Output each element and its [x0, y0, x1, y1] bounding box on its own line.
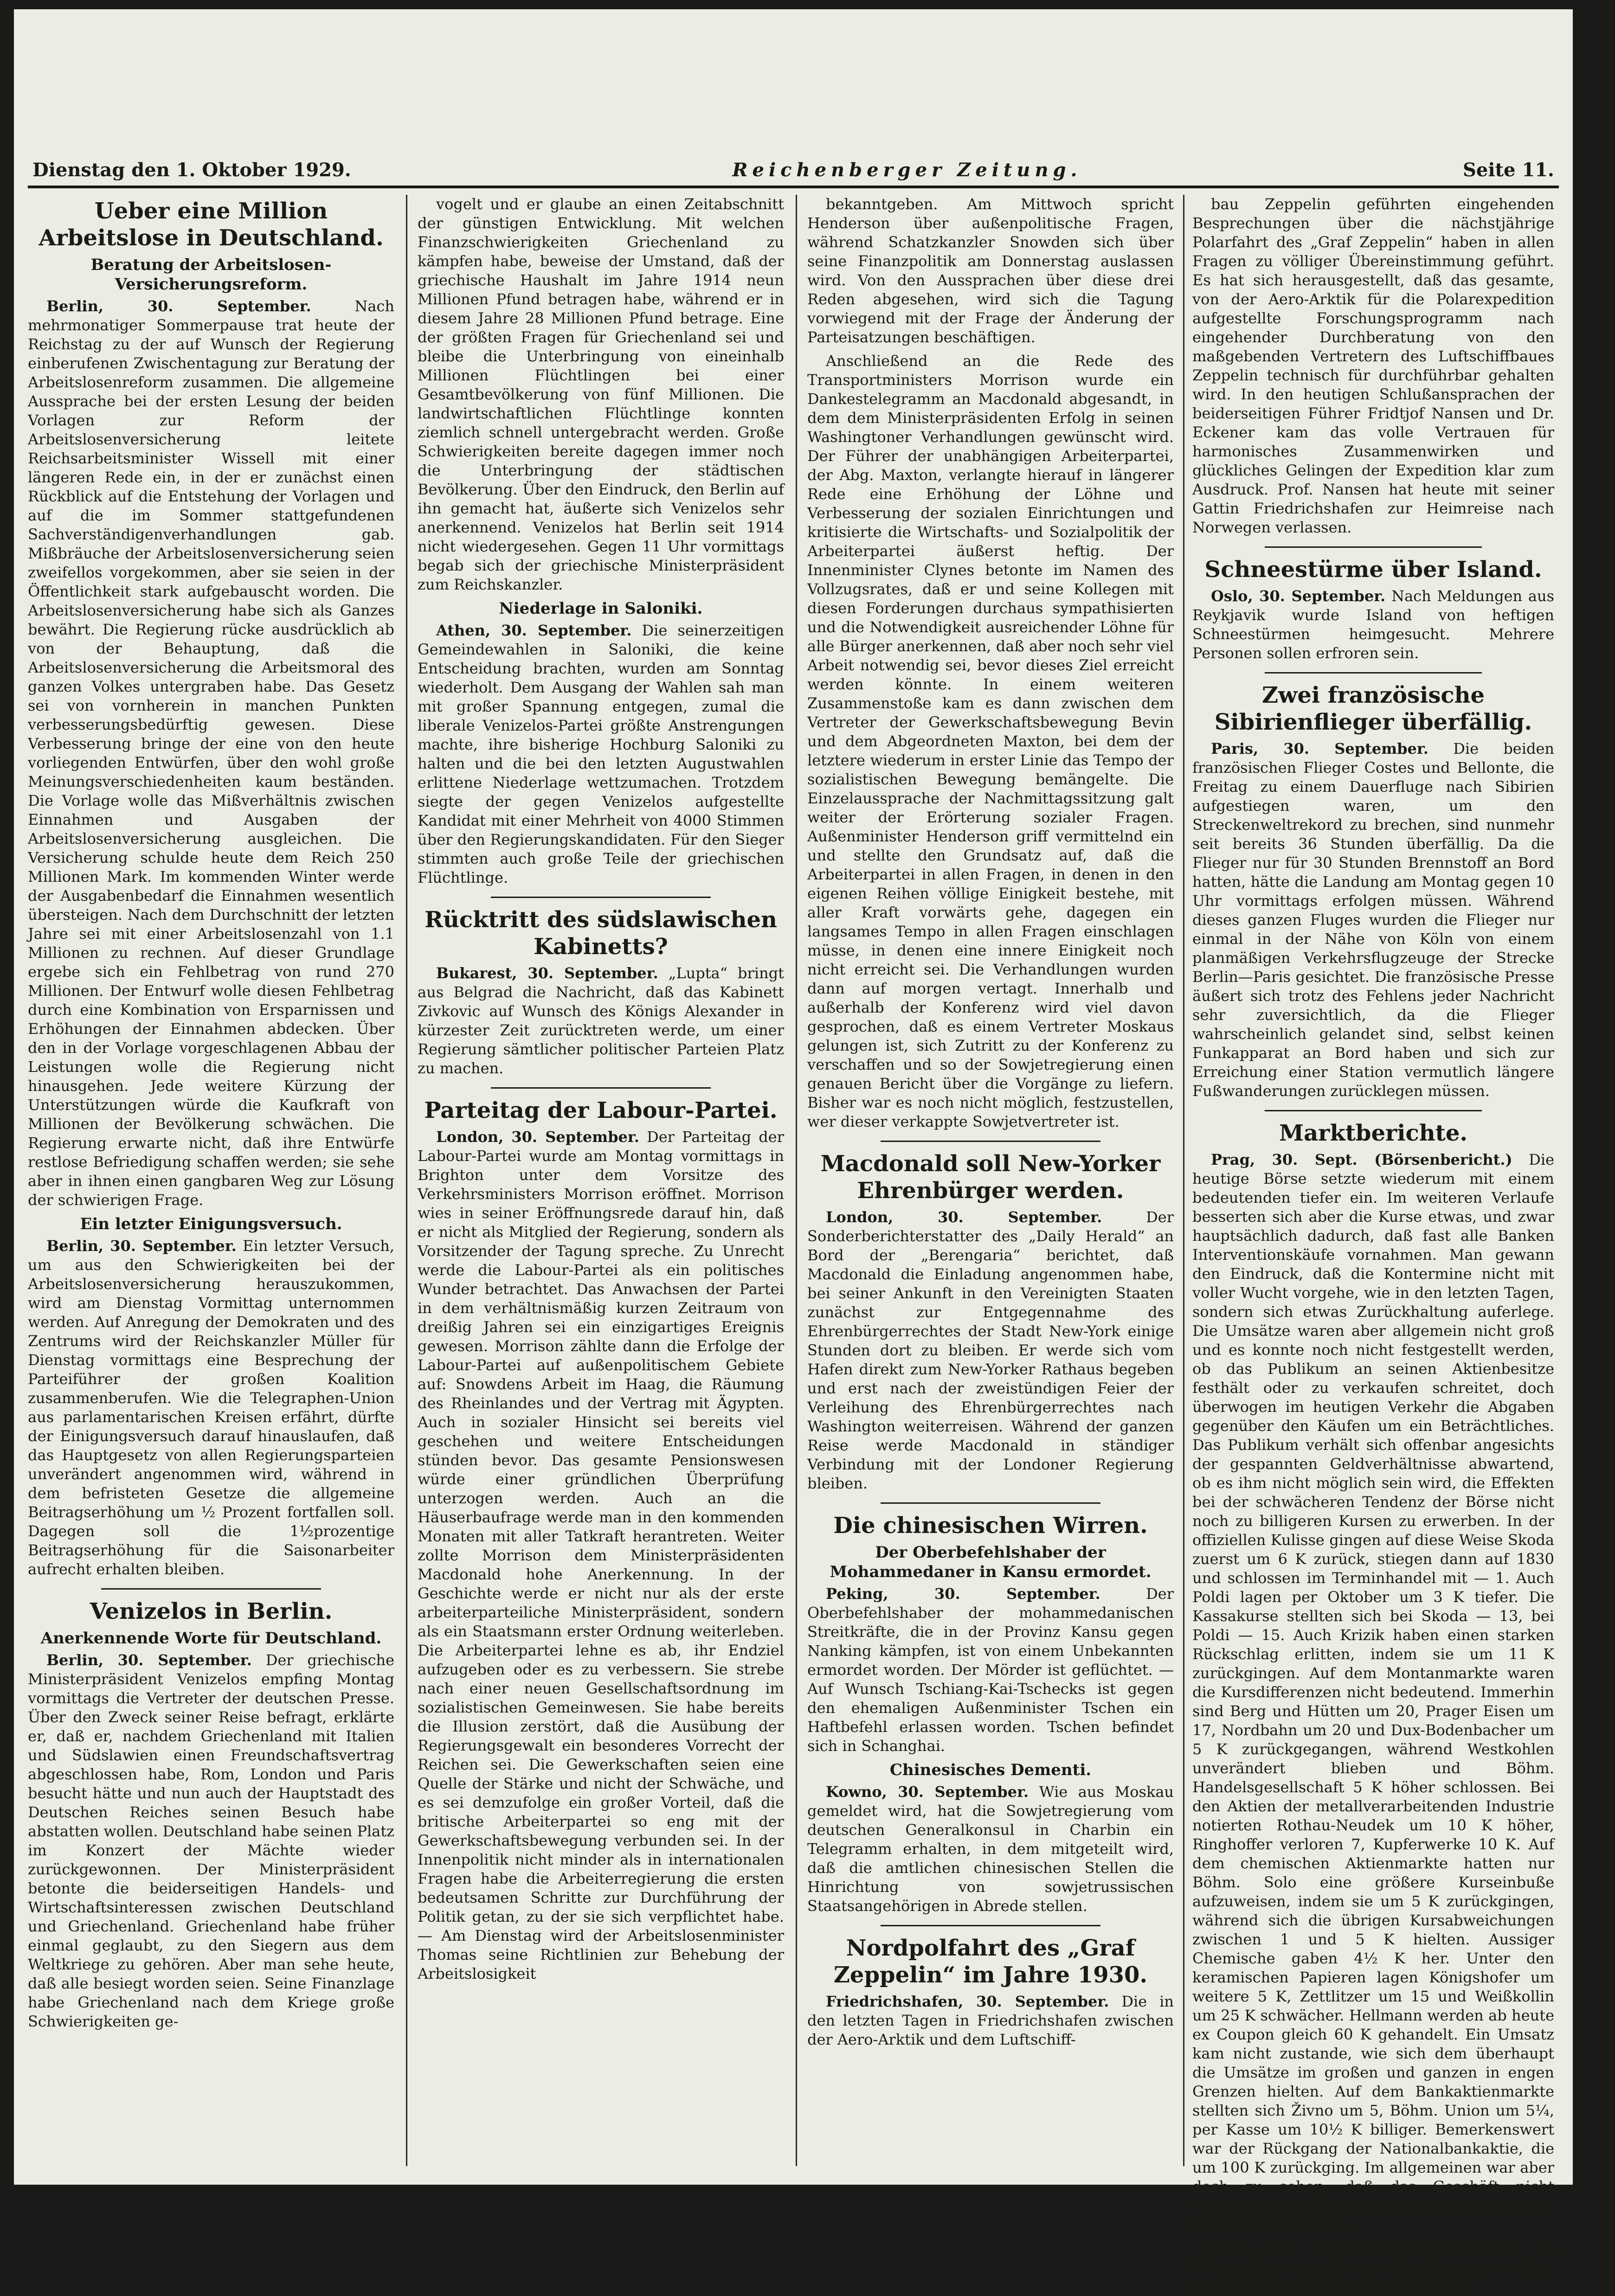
- article-separator: [1265, 546, 1482, 548]
- article: [1192, 1110, 1554, 2296]
- article-paragraph: [28, 1237, 394, 1579]
- article-headline: Die chinesischen Wirren.: [833, 1513, 1148, 1539]
- article-text: bau Zeppelin geführten eingehenden Besprechungen über die nächstjährige Polarfahrt des „Graf Zeppelin“ haben in allen Fragen zu völliger Übereinstimmung geführt. Es hat sich herausgestellt, daß das gesamte, von der Aero-Arktik für die Polarexpedition aufgestellte Forschungsprogramm nach eingehender Durchberatung von den maßgebenden Vertretern des Luftschiffbaues Zeppelin technisch für durchführbar gehalten wird. In den heutigen Schlußansprachen der beiderseitigen Führer Fridtjof Nansen und Dr. Eckener kam das volle Vertrauen für harmonisches Zusammenwirken und glückliches Gelingen der Expedition klar zum Ausdruck. Prof. Nansen hat heute mit seiner Gattin Friedrichshafen zur Heimreise nach Norwegen verlassen.: [1192, 195, 1554, 536]
- article-text: vogelt und er glaube an einen Zeitabschnitt der günstigen Entwicklung. Mit welchen Finanzschwierigkeiten Griechenland zu kämpfen habe, beweise der Umstand, daß der griechische Haushalt im Jahre 1914 neun Millionen Pfund betragen habe, während er in diesem Jahre 28 Millionen Pfund betrage. Eine der größten Fragen für Griechenland sei und bleibe die Unterbringung von eineinhalb Millionen Flüchtlingen bei einer Gesamtbevölkerung von fünf Millionen. Die landwirtschaftlichen Flüchtlinge konnten ziemlich schnell untergebracht werden. Große Schwierigkeiten bereite dagegen immer noch die Unterbringung der städtischen Bevölkerung. Über den Eindruck, den Berlin auf ihn gemacht hat, äußerte sich Venizelos sehr anerkennend. Venizelos hat Berlin seit 1914 nicht wiedergesehen. Gegen 11 Uhr vormittags begab sich der griechische Ministerpräsident zum Reichskanzler.: [418, 195, 784, 593]
- article-paragraph: [807, 1992, 1174, 2049]
- article-text: Anschließend an die Rede des Transportministers Morrison wurde ein Dankestelegramm an Macdonald abgesandt, in dem dem Ministerpräsidenten Erfolg in seinen Washingtoner Verhandlungen gewünscht wird. Der Führer der unabhängigen Arbeiterpartei, der Abg. Maxton, verlangte hierauf in längerer Rede eine Erhöhung der Löhne und Verbesserung der sozialen Einrichtungen und kritisierte die Wirtschafts- und Sozialpolitik der Arbeiterpartei äußerst heftig. Der Innenminister Clynes betonte im Namen des Vollzugsrates, daß er und seine Kollegen mit diesen Forderungen durchaus sympathisierten und die Notwendigkeit ausreichender Löhne für alle Bürger anerkennen, daß aber noch sehr viel Arbeit notwendig sei, bevor dieses Ziel erreicht werden könnte. In einem weiteren Zusammenstoße kam es dann zwischen dem Vertreter der Gewerkschaftsbewegung Bevin und dem Abgeordneten Maxton, bei dem der letztere wiederum in erster Linie das Tempo der sozialistischen Bewegung bemängelte. Die Einzelaussprache der Nachmittagssitzung galt weiter der Erörterung sozialer Fragen. Außenminister Henderson griff vermittelnd ein und stellte den Grundsatz auf, daß die Arbeiterpartei in allen Fragen, in denen in den eigenen Reihen völlige Einigkeit bestehe, mit aller Kraft vorwärts gehe, dagegen ein langsames Tempo in allen Fragen einschlagen müsse, in denen eine innere Einigkeit noch nicht erreicht sei. Die Verhandlungen wurden dann auf morgen vertagt. Innerhalb und außerhalb der Konferenz wird viel davon gesprochen, daß es einem Vertreter Moskaus gelungen ist, sich Zutritt zu der Konferenz zu verschaffen und so der Sowjetregierung einen genauen Bericht über die Vorgänge zu liefern. Bisher war es noch nicht möglich, festzustellen, wer dieser verkappte Sowjetvertreter ist.: [807, 352, 1174, 1130]
- article-headline: Venizelos in Berlin.: [90, 1598, 333, 1624]
- article-text: „Lupta“ bringt aus Belgrad die Nachricht, daß das Kabinett Zivkovic auf Wunsch des Königs Alexander in kürzester Zeit zurücktreten werde, um einer Regierung sämtlicher politischer Parteien Platz zu machen.: [418, 964, 784, 1077]
- article-dateline: London, 30. September.: [436, 1128, 639, 1146]
- article-subheadline: Der Oberbefehlshaber der Mohammedaner in Kansu ermordet.: [830, 1543, 1152, 1581]
- article: [418, 897, 784, 1078]
- article-text: Nach mehrmonatiger Sommerpause trat heute der Reichstag zu der auf Wunsch der Regierung einberufenen Zwischentagung zur Beratung der Arbeitslosenreform zusammen. Die allgemeine Aussprache bei der ersten Lesung der beiden Vorlagen zur Reform der Arbeitslosenversicherung leitete Reichsarbeitsminister Wissell mit einer längeren Rede ein, in der er zunächst einen Rückblick auf die Entstehung der Vorlagen und auf die im Sommer stattgefundenen Sachverständigenverhandlungen gab. Mißbräuche der Arbeitslosenversicherung seien zweifellos vorgekommen, aber sie seien in der Öffentlichkeit stark aufgebauscht worden. Die Arbeitslosenversicherung habe sich als Ganzes bewährt. Die Regierung rücke ausdrücklich ab von der Behauptung, daß die Arbeitslosenversicherung die Arbeitsmoral des ganzen Volkes untergraben habe. Das Gesetz sei von vornherein in manchen Punkten verbesserungsbedürftig gewesen. Diese Verbesserung bringe der eine von den heute vorliegenden Entwürfen, über den wohl große Meinungsverschiedenheiten kaum beständen. Die Vorlage wolle das Mißverhältnis zwischen Einnahmen und Ausgaben der Arbeitslosenversicherung ausgleichen. Die Versicherung schulde heute dem Reich 250 Millionen Mark. Im kommenden Winter werde der Ausgabenbedarf die Einnahmen wesentlich übersteigen. Nach dem Durchschnitt der letzten Jahre sei mit einer Arbeitslosenzahl von 1.1 Millionen zu rechnen. Auf dieser Grundlage ergebe sich ein Fehlbetrag von rund 270 Millionen. Der Entwurf wolle diesen Fehlbetrag durch eine Kombination von Ersparnissen und Erhöhungen der Einnahmen abdecken. Über den in der Vorlage vorgeschlagenen Abbau der Leistungen wolle die Regierung nicht hinausgehen. Jede weitere Kürzung der Unterstützungen würde die Kaufkraft von Millionen der Bevölkerung schwächen. Die Regierung erwarte nicht, daß ihre Entwürfe restlose Befriedigung schaffen werden; sie sehe aber in ihnen einen gangbaren Weg zur Lösung der schwierigen Frage.: [28, 297, 394, 1209]
- article-headline: Rücktritt des südslawischen Kabinetts?: [425, 907, 777, 960]
- article-subheadline: Beratung der Arbeitslosen-Versicherungsreform.: [90, 256, 332, 294]
- article-dateline: Bukarest, 30. September.: [436, 964, 658, 982]
- article-text: bekanntgeben. Am Mittwoch spricht Henderson über außenpolitische Fragen, während Schatzkanzler Snowden sich über seine Finanzpolitik am Donnerstag auslassen wird. Von den Aussprachen über diese drei Reden abgesehen, wird sich die Tagung vorwiegend mit der Frage der Änderung der Parteisatzungen beschäftigen.: [807, 195, 1174, 346]
- columns: [28, 195, 1559, 2295]
- article-paragraph: [1192, 2239, 1554, 2296]
- article-paragraph: [28, 1651, 394, 2031]
- article-paragraph: [1192, 587, 1554, 663]
- article-paragraph: [418, 964, 784, 1078]
- article-dateline: Berlin, 30. September.: [46, 1651, 252, 1669]
- article: [1192, 546, 1554, 663]
- column-1: [28, 195, 394, 2166]
- article-dateline: Prag, 30. Sept. (Börsenbericht.): [1211, 1151, 1512, 1168]
- article: [418, 195, 784, 594]
- article-text: Der griechische Ministerpräsident Venizelos empfing Montag vormittags die Vertreter der deutschen Presse. Über den Zweck seiner Reise befragt, erklärte er, daß er, nachdem Griechenland mit Italien und Südslawien einen Freundschaftsvertrag abgeschlossen habe, Rom, London und Paris besucht hätte und nun auch der Hauptstadt des Deutschen Reiches seinen Besuch habe abstatten wollen. Deutschland habe seinen Platz im Konzert der Mächte wieder zurückgewonnen. Der Ministerpräsident betonte die beiderseitigen Handels- und Wirtschaftsinteressen zwischen Deutschland und Griechenland. Griechenland habe früher einmal geglaubt, zu den Siegern aus dem Weltkriege zu gehören. Aber man sehe heute, daß alle besiegt worden seien. Seine Finanzlage habe Griechenland nach dem Kriege große Schwierigkeiten ge-: [28, 1651, 395, 2030]
- article-paragraph: [807, 352, 1174, 1131]
- masthead-rule: [28, 186, 1559, 188]
- issue-date: Dienstag den 1. Oktober 1929.: [32, 159, 351, 181]
- article: [28, 1588, 394, 2031]
- article-text: Prag, 30. September. (Nachbörse.) Im Nachmittagsverkehr war das Interesse weiter sehr gering. In den hiesigen Kreisen: [1192, 2239, 1554, 2295]
- article-paragraph: [1192, 1150, 1554, 2234]
- article-headline: Ueber eine Million Arbeitslose in Deutschland.: [39, 198, 384, 251]
- article-text: Der Oberbefehlshaber der mohammedanischen Streitkräfte, die in der Provinz Kansu gegen Nanking kämpfen, ist von einem Unbekannten ermordet worden. Der Mörder ist geflüchtet. — Auf Wunsch Tschiang-Kai-Tschecks ist gegen den ehemaligen Außenminister Tschen ein Haftbefehl erlassen worden. Tschen befindet sich in Schanghai.: [807, 1585, 1174, 1755]
- column-3: [807, 195, 1174, 2166]
- article: [807, 195, 1174, 1131]
- newspaper-page: [14, 9, 1573, 2295]
- article-dateline: Berlin, 30. September.: [46, 297, 311, 315]
- column-4: [1192, 195, 1554, 2295]
- column-2: [418, 195, 784, 2166]
- article-subheadline: Chinesisches Dementi.: [889, 1761, 1092, 1779]
- article-headline: Marktberichte.: [1279, 1120, 1468, 1146]
- article-text: Der Parteitag der Labour-Partei wurde am Montag vormittags in Brighton unter dem Vorsitze des Verkehrsministers Morrison eröffnet. Morrison wies in seiner Eröffnungsrede darauf hin, daß er nicht als Mitglied der Regierung, sondern als Vorsitzender der Tagung spreche. Zu Unrecht werde die Labour-Partei als ein politisches Wunder betrachtet. Das Anwachsen der Partei in dem verhältnismäßig kurzen Zeitraum von dreißig Jahren sei ein einzigartiges Ereignis gewesen. Morrison zählte dann die Erfolge der Labour-Partei auf außenpolitischem Gebiete auf: Snowdens Arbeit im Haag, die Räumung des Rheinlandes und der Vertrag mit Ägypten. Auch in sozialer Hinsicht sei bereits viel geschehen und weitere Entscheidungen stünden bevor. Das gesamte Pensionswesen würde einer gründlichen Überprüfung unterzogen werden. Auch an die Häuserbaufrage werde man in den kommenden Monaten mit aller Tatkraft herantreten. Weiter zollte Morrison dem Ministerpräsidenten Macdonald hohe Anerkennung. In der Geschichte werde er nicht nur als der erste arbeiterparteiliche Ministerpräsident, sondern als ein Staatsmann erster Ordnung weiterleben. Die Arbeiterpartei lehne es ab, ihr Endziel aufzugeben oder es zu verbessern. Sie strebe nach einer neuen Gesellschaftsordnung im sozialistischen Gemeinwesen. Sie habe bereits die Illusion zerstört, daß die Ausübung der Regierungsgewalt ein besonderes Vorrecht der Reichen sei. Die Gewerkschaften seien eine Quelle der Stärke und nicht der Schwäche, und es sei demzufolge ein großer Vorteil, daß die britische Arbeiterpartei so eng mit der Gewerkschaftsbewegung verbunden sei. In der Innenpolitik nicht minder als in internationalen Fragen habe die Arbeiterregierung die ersten bedeutsamen Schritte zur Durchführung der Politik getan, zu der sie sich verpflichtet habe. — Am Dienstag wird der Arbeitslosenminister Thomas seine Richtlinien zur Behebung der Arbeitslosigkeit: [418, 1128, 785, 1982]
- article-dateline: Athen, 30. September.: [436, 622, 632, 639]
- article-dateline: Kowno, 30. September.: [826, 1783, 1029, 1801]
- article-separator: [881, 1502, 1100, 1504]
- article: [28, 1214, 394, 1579]
- article: [807, 1760, 1174, 1916]
- article-separator: [101, 1588, 321, 1590]
- article-paragraph: [1192, 195, 1554, 537]
- masthead: [32, 148, 1554, 181]
- article-subheadline: Ein letzter Einigungsversuch.: [80, 1215, 342, 1233]
- article-dateline: Paris, 30. September.: [1211, 740, 1428, 757]
- article-paragraph: [807, 1783, 1174, 1916]
- article-paragraph: [1192, 739, 1554, 1101]
- column-divider: [1183, 195, 1184, 2166]
- article-paragraph: [418, 1128, 784, 1983]
- article-text: Der Sonderberichterstatter des „Daily Herald“ an Bord der „Berengaria“ berichtet, daß Macdonald die Einladung angenommen habe, bei seiner Ankunft in den Vereinigten Staaten zunächst zur Entgegennahme des Ehrenbürgerrechtes der Stadt New-York einige Stunden dort zu bleiben. Er werde sich vom Hafen direkt zum New-Yorker Rathaus begeben und erst nach der zweistündigen Feier der Verleihung des Ehrenbürgerrechtes nach Washington weiterreisen. Während der ganzen Reise werde Macdonald in ständiger Verbindung mit der Londoner Regierung bleiben.: [807, 1208, 1174, 1492]
- article-headline: Schneestürme über Island.: [1204, 557, 1542, 583]
- article-paragraph: [418, 195, 784, 594]
- article-text: Die heutige Börse setzte wiederum mit einem bedeutenden tiefer ein. Im weiteren Verlaufe besserten sich aber die Kurse etwas, und zwar hauptsächlich dadurch, daß fast alle Banken Interventionskäufe vornahmen. Man gewann den Eindruck, daß die Kontermine nicht mit voller Wucht vorgehe, wie in den letzten Tagen, sondern sich etwas Zurückhaltung auferlege. Die Umsätze waren aber allgemein nicht groß und es konnte noch nicht festgestellt werden, ob das Publikum an seinen Aktienbesitze festhält oder zu verkaufen schreitet, doch überwogen im heutigen Verkehr die Abgaben gegenüber den Käufen um ein Beträchtliches. Das Publikum verhält sich offenbar angesichts der gespannten Geldverhältnisse abwartend, ob es ihm nicht möglich sein wird, die Effekten bei der schwächeren Tendenz der Börse nicht noch zu billigeren Kursen zu erwerben. In der offiziellen Kulisse gingen auf diese Weise Skoda zuerst um 6 K zurück, stiegen dann auf 1830 und schlossen im Terminhandel mit — 1. Auch Poldi lagen per Oktober um 3 K tiefer. Die Kassakurse stellten sich bei Skoda — 13, bei Poldi — 15. Auch Krizik haben einen starken Rückschlag erlitten, indem sie um 11 K zurückgingen. Auf dem Montanmarkte waren die Kursdifferenzen nicht bedeutend. Immerhin sind Berg und Hütten um 20, Prager Eisen um 17, Nordbahn um 20 und Dux-Bodenbacher um 5 K zurückgegangen, während Westkohlen unverändert blieben und Böhm. Handelsgesellschaft 5 K höher schlossen. Bei den Aktien der metallverarbeitenden Industrie notierten Rothau-Neudek um 10 K höher, Ringhoffer verloren 7, Kupferwerke 10 K. Auf dem chemischen Aktienmarkte hatten nur Böhm. Solo eine größere Kurseinbuße aufzuweisen, indem sie um 5 K zurückgingen, während sich die übrigen Kursabweichungen zwischen 1 und 5 K hielten. Aussiger Chemische gaben 4½ K her. Unter den keramischen Papieren lagen Königshofer um weitere 5 K, Zettlitzer um 15 und Weißkollin um 25 K schwächer. Hellmann werden ab heute ex Coupon gleich 60 K gehandelt. Ein Umsatz kam nicht zustande, wie sich dem überhaupt die Umsätze im großen und ganzen in engen Grenzen hielten. Auf dem Bankaktienmarkte stellten sich Živno um 5, Böhm. Union um 5¼, per Kasse um 10½ K billiger. Bemerkenswert war der Rückgang der Nationalbankaktie, die um 100 K zurückging. Im allgemeinen war aber doch zu sehen, daß das Geschäft nicht wesentlich zunahm. Auf dem Anlagemarkte war sehr wenig Geschäft.: [1192, 1151, 1554, 2233]
- article-text: Wie aus Moskau gemeldet wird, hat die Sowjetregierung vom deutschen Generalkonsul in Charbin ein Telegramm erhalten, in dem mitgeteilt wird, daß die amtlichen chinesischen Stellen die Hinrichtung von sowjetrussischen Staatsangehörigen in Abrede stellen.: [807, 1783, 1174, 1915]
- article-dateline: London, 30. September.: [826, 1208, 1102, 1226]
- article-paragraph: [28, 297, 394, 1210]
- article-paragraph: [418, 621, 784, 887]
- article-headline: Zwei französische Sibirienflieger überfällig.: [1214, 682, 1532, 735]
- article: [418, 599, 784, 887]
- article-text: Ein letzter Versuch, um aus den Schwierigkeiten bei der Arbeitslosenversicherung herauszukommen, wird am Dienstag Vormittag unternommen werden. Auf Anregung der Demokraten und des Zentrums wird der Reichskanzler Müller für Dienstag vormittags eine Besprechung der Parteiführer der großen Koalition zusammenberufen. Wie die Telegraphen-Union aus parlamentarischen Kreisen erfährt, dürfte der Einigungsversuch darauf hinauslaufen, daß das Hauptgesetz von allen Regierungsparteien unverändert angenommen wird, während in dem befristeten Gesetze die allgemeine Beitragserhöhung um ½ Prozent fortfallen soll. Dagegen soll die 1½prozentige Beitragserhöhung für die Saisonarbeiter aufrecht erhalten bleiben.: [28, 1237, 395, 1578]
- newspaper-title: Reichenberger Zeitung.: [732, 159, 1082, 181]
- article: [807, 1502, 1174, 1756]
- article-text: Nach Meldungen aus Reykjavik wurde Island von heftigen Schneestürmen heimgesucht. Mehrere Personen sollen erfroren sein.: [1192, 587, 1554, 662]
- article-dateline: Berlin, 30. September.: [46, 1237, 237, 1255]
- article-paragraph: [807, 1208, 1174, 1493]
- article-text: Die beiden französischen Flieger Costes und Bellonte, die Freitag zu einem Dauerfluge nach Sibirien aufgestiegen waren, um den Streckenweltrekord zu brechen, sind nunmehr seit bereits 36 Stunden überfällig. Da die Flieger nur für 30 Stunden Brennstoff an Bord hatten, hätte die Landung am Montag gegen 10 Uhr vormittags erfolgen müssen. Während dieses ganzen Fluges wurden die Flieger nur einmal in der Nähe von Köln von einem planmäßigen Verkehrsflugzeuge der Strecke Berlin—Paris gesichtet. Die französische Presse äußert sich trotz des Fehlens jeder Nachricht sehr zuversichtlich, da die Flieger wahrscheinlich gelandet sind, selbst keinen Funkapparat an Bord haben und sich zur Erreichung einer Station vermutlich längere Fußwanderungen zurücklegen müssen.: [1192, 740, 1554, 1100]
- article-text: Die seinerzeitigen Gemeindewahlen in Saloniki, die keine Entscheidung brachten, wurden am Sonntag wiederholt. Dem Ausgang der Wahlen sah man mit großer Spannung entgegen, zumal die liberale Venizelos-Partei größte Anstrengungen machte, ihre bisherige Hochburg Saloniki zu halten und die bei den letzten Augustwahlen erlittene Niederlage wettzumachen. Trotzdem siegte der gegen Venizelos aufgestellte Kandidat mit einer Mehrheit von 4000 Stimmen über den Regierungskandidaten. Für den Sieger stimmten auch große Teile der griechischen Flüchtlinge.: [418, 622, 784, 886]
- article-paragraph: [807, 1584, 1174, 1756]
- article-headline: Parteitag der Labour-Partei.: [424, 1097, 778, 1123]
- article: [1192, 195, 1554, 537]
- article-paragraph: [807, 195, 1174, 347]
- article-separator: [881, 1141, 1100, 1142]
- column-divider: [796, 195, 797, 2166]
- article-dateline: Oslo, 30. September.: [1211, 587, 1386, 605]
- article: [28, 198, 394, 1210]
- article: [807, 1925, 1174, 2049]
- page-number: Seite 11.: [1463, 159, 1554, 181]
- article-dateline: Friedrichshafen, 30. September.: [826, 1993, 1109, 2010]
- article-dateline: Peking, 30. September.: [826, 1585, 1100, 1603]
- article-headline: Macdonald soll New-Yorker Ehrenbürger werden.: [820, 1151, 1161, 1204]
- article-subheadline: Niederlage in Saloniki.: [499, 599, 703, 618]
- article-separator: [491, 897, 711, 898]
- article: [1192, 672, 1554, 1101]
- column-divider: [406, 195, 407, 2166]
- article-subheadline: Anerkennende Worte für Deutschland.: [40, 1629, 382, 1648]
- article: [807, 1141, 1174, 1493]
- article-separator: [1265, 1110, 1482, 1111]
- article-headline: Nordpolfahrt des „Graf Zeppelin“ im Jahre 1930.: [833, 1935, 1148, 1988]
- article: [418, 1087, 784, 1983]
- article-separator: [491, 1087, 711, 1089]
- article-separator: [1265, 672, 1482, 673]
- article-separator: [881, 1925, 1100, 1926]
- article-text: Die in den letzten Tagen in Friedrichshafen zwischen der Aero-Arktik und dem Luftschiff-: [807, 1993, 1174, 2048]
